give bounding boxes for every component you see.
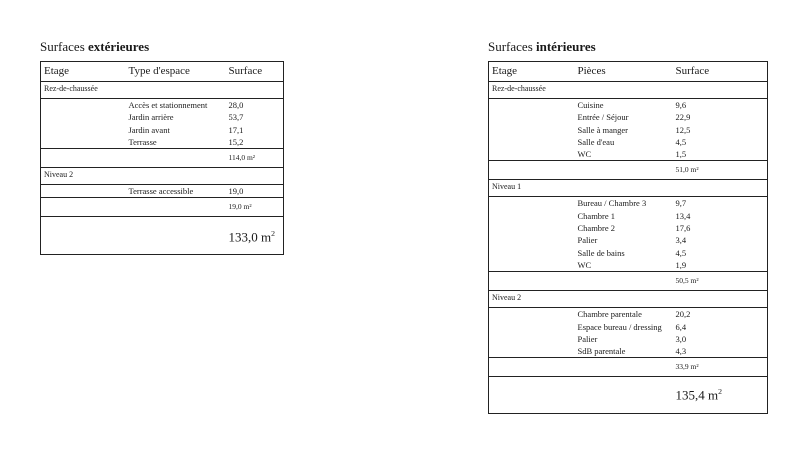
- item-surface: 9,7: [675, 198, 687, 209]
- header-surface: Surface: [673, 62, 768, 82]
- item-label: Espace bureau / dressing: [577, 321, 662, 332]
- item-label: Terrasse accessible: [128, 186, 194, 197]
- item-surface: 22,9: [675, 112, 691, 123]
- item-label: Cuisine: [577, 100, 604, 110]
- header-type-espace: Type d'espace: [126, 62, 226, 82]
- item-label: Jardin avant: [128, 124, 170, 135]
- exterior-surfaces-section: [40, 40, 284, 255]
- items-row: [41, 99, 284, 149]
- total-unit-sup: 2: [271, 229, 276, 239]
- item-labels: [126, 185, 226, 198]
- total-value: [229, 229, 276, 245]
- interior-title: [488, 40, 768, 61]
- item-label: Entrée / Séjour: [577, 112, 629, 123]
- level-name: Niveau 2: [41, 168, 284, 185]
- interior-title-bold: intérieures: [536, 39, 596, 54]
- item-surface: 4,5: [675, 136, 687, 147]
- level-row: [489, 291, 768, 308]
- item-labels: [575, 197, 673, 272]
- item-label: Jardin arrière: [128, 112, 174, 123]
- item-labels: [575, 99, 673, 161]
- total-cell: [226, 217, 284, 255]
- item-label: Accès et stationnement: [128, 100, 208, 110]
- items-row: [489, 308, 768, 358]
- subtotal-row: [489, 161, 768, 180]
- interior-surfaces-table: [488, 61, 768, 414]
- item-surface: 15,2: [228, 136, 244, 147]
- item-label: WC: [577, 149, 592, 160]
- item-surface: 4,3: [675, 346, 687, 357]
- item-surfaces: [226, 99, 284, 149]
- item-surface: 6,4: [675, 321, 687, 332]
- header-surface: Surface: [226, 62, 284, 82]
- item-surface: 1,9: [675, 259, 687, 270]
- table-header-row: [41, 62, 284, 82]
- subtotal-value: 51,0 m²: [673, 161, 768, 180]
- subtotal-row: [489, 358, 768, 377]
- item-surfaces: [673, 99, 768, 161]
- item-labels: [126, 99, 226, 149]
- exterior-title: [40, 40, 284, 61]
- item-label: Chambre 2: [577, 223, 616, 234]
- items-row: [489, 197, 768, 272]
- level-name: Rez-de-chaussée: [41, 82, 284, 99]
- item-label: Terrasse: [128, 136, 157, 147]
- item-surface: 4,5: [675, 247, 687, 258]
- item-surface: 28,0: [228, 100, 244, 110]
- level-name: Niveau 1: [489, 180, 768, 197]
- subtotal-row: [41, 149, 284, 168]
- item-surface: 53,7: [228, 112, 244, 123]
- subtotal-value: 19,0 m²: [226, 198, 284, 217]
- total-row: [41, 217, 284, 255]
- subtotal-value: 50,5 m²: [673, 272, 768, 291]
- exterior-title-prefix: Surfaces: [40, 39, 85, 54]
- subtotal-row: [41, 198, 284, 217]
- interior-title-prefix: Surfaces: [488, 39, 533, 54]
- item-label: Salle à manger: [577, 124, 629, 135]
- item-surface: 17,6: [675, 223, 691, 234]
- total-number: 135,4 m: [675, 387, 719, 403]
- item-label: Salle de bains: [577, 247, 625, 258]
- table-header-row: [489, 62, 768, 82]
- subtotal-row: [489, 272, 768, 291]
- exterior-surfaces-table: [40, 61, 284, 255]
- item-surface: 20,2: [675, 309, 691, 320]
- level-row: [41, 168, 284, 185]
- item-surface: 1,5: [675, 149, 687, 160]
- subtotal-value: 114,0 m²: [226, 149, 284, 168]
- item-surfaces: [673, 308, 768, 358]
- item-label: SdB parentale: [577, 346, 626, 357]
- total-cell: [673, 377, 768, 414]
- item-surface: 19,0: [228, 186, 244, 197]
- interior-surfaces-section: [488, 40, 768, 414]
- level-row: [489, 180, 768, 197]
- items-row: [489, 99, 768, 161]
- item-label: WC: [577, 259, 592, 270]
- header-etage: Etage: [489, 62, 575, 82]
- level-name: Rez-de-chaussée: [489, 82, 768, 99]
- item-surface: 12,5: [675, 124, 691, 135]
- total-unit-sup: 2: [718, 387, 723, 397]
- subtotal-value: 33,9 m²: [673, 358, 768, 377]
- header-pieces: Pièces: [575, 62, 673, 82]
- item-label: Chambre parentale: [577, 309, 642, 320]
- header-etage: Etage: [41, 62, 126, 82]
- exterior-title-bold: extérieures: [88, 39, 150, 54]
- item-label: Palier: [577, 333, 598, 344]
- item-surface: 17,1: [228, 124, 244, 135]
- item-surface: 3,0: [675, 333, 687, 344]
- items-row: [41, 185, 284, 198]
- total-value: [676, 387, 723, 403]
- item-label: Palier: [577, 235, 598, 246]
- item-surfaces: [226, 185, 284, 198]
- level-name: Niveau 2: [489, 291, 768, 308]
- item-labels: [575, 308, 673, 358]
- level-row: [489, 82, 768, 99]
- item-label: Chambre 1: [577, 210, 616, 221]
- item-label: Bureau / Chambre 3: [577, 198, 647, 209]
- item-label: Salle d'eau: [577, 136, 615, 147]
- item-surface: 9,6: [675, 100, 687, 110]
- item-surface: 3,4: [675, 235, 687, 246]
- item-surface: 13,4: [675, 210, 691, 221]
- total-number: 133,0 m: [228, 229, 272, 245]
- level-row: [41, 82, 284, 99]
- item-surfaces: [673, 197, 768, 272]
- total-row: [489, 377, 768, 414]
